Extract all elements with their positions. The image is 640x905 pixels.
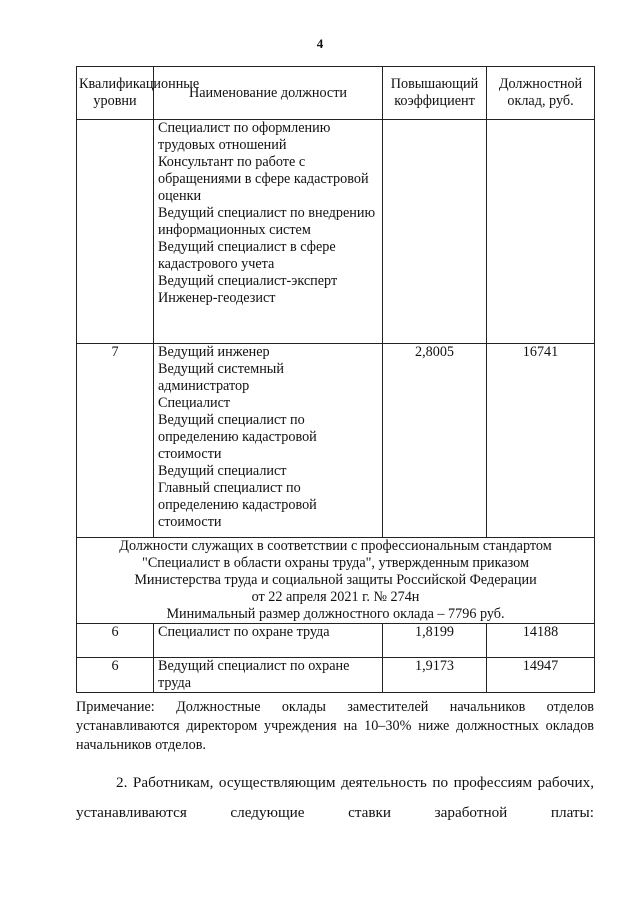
- position-item: Ведущий специалист: [158, 463, 287, 479]
- cell-coefficient: 2,8005: [383, 344, 487, 538]
- section-line: Минимальный размер должностного оклада – 7796 руб.: [166, 606, 505, 622]
- table-header-row: [77, 67, 595, 120]
- page-number: 4: [316, 36, 324, 51]
- cell-salary: 14188: [487, 624, 595, 658]
- cell-coefficient: 1,8199: [383, 624, 487, 658]
- cell-salary: 14947: [487, 658, 595, 693]
- cell-salary: 16741: [487, 344, 595, 538]
- position-item: Специалист по оформлению трудовых отношений: [158, 120, 331, 153]
- table-row: [77, 120, 595, 344]
- cell-positions: [154, 344, 383, 538]
- header-coefficient: Повышающий коэффициент: [383, 67, 487, 120]
- position-item: Инженер-геодезист: [158, 290, 276, 306]
- position-item: Консультант по работе с обращениями в сфере кадастровой: [158, 154, 369, 187]
- section-line: от 22 апреля 2021 г. № 274н: [251, 589, 420, 605]
- table-row: [77, 658, 595, 693]
- position-item: Ведущий инженер: [158, 344, 270, 360]
- position-item: Главный специалист по определению кадастровой стоимости: [158, 480, 317, 530]
- cell-position: Ведущий специалист по охране труда: [154, 658, 383, 693]
- section-line: Министерства труда и социальной защиты Российской Федерации: [134, 572, 537, 588]
- header-position: Наименование должности: [154, 67, 383, 120]
- cell-coefficient: 1,9173: [383, 658, 487, 693]
- position-item: Ведущий системный администратор: [158, 361, 284, 394]
- section-heading: [77, 538, 595, 624]
- section-row: [77, 538, 595, 624]
- position-item: Ведущий специалист-эксперт: [158, 273, 338, 289]
- table-note: Примечание: Должностные оклады заместителей начальников отделов устанавливаются директором учреждения на 10–30% ниже должностных окладов начальников отделов.: [76, 699, 594, 753]
- header-level: Квалификационные уровни: [77, 67, 154, 120]
- table-row: [77, 624, 595, 658]
- cell-level: 6: [77, 624, 154, 658]
- table-row: [77, 344, 595, 538]
- cell-position: Специалист по охране труда: [154, 624, 383, 658]
- header-salary: Должностной оклад, руб.: [487, 67, 595, 120]
- position-item: Ведущий специалист по определению кадастровой стоимости: [158, 412, 317, 462]
- cell-level: 6: [77, 658, 154, 693]
- position-item: Специалист: [158, 395, 231, 411]
- cell-level: 7: [77, 344, 154, 538]
- cell-salary: [487, 120, 595, 344]
- position-item: Ведущий специалист по внедрению информационных систем: [158, 205, 376, 238]
- salary-table: [76, 66, 595, 693]
- position-item: оценки: [158, 188, 202, 204]
- paragraph: 2. Работникам, осуществляющим деятельность по профессиям рабочих, устанавливаются следующие ставки заработной платы:: [76, 774, 594, 821]
- position-item: Ведущий специалист в сфере кадастрового учета: [158, 239, 336, 272]
- cell-positions: [154, 120, 383, 344]
- cell-level: [77, 120, 154, 344]
- section-line: Должности служащих в соответствии с профессиональным стандартом: [119, 538, 552, 554]
- cell-coefficient: [383, 120, 487, 344]
- section-line: "Специалист в области охраны труда", утвержденным приказом: [142, 555, 529, 571]
